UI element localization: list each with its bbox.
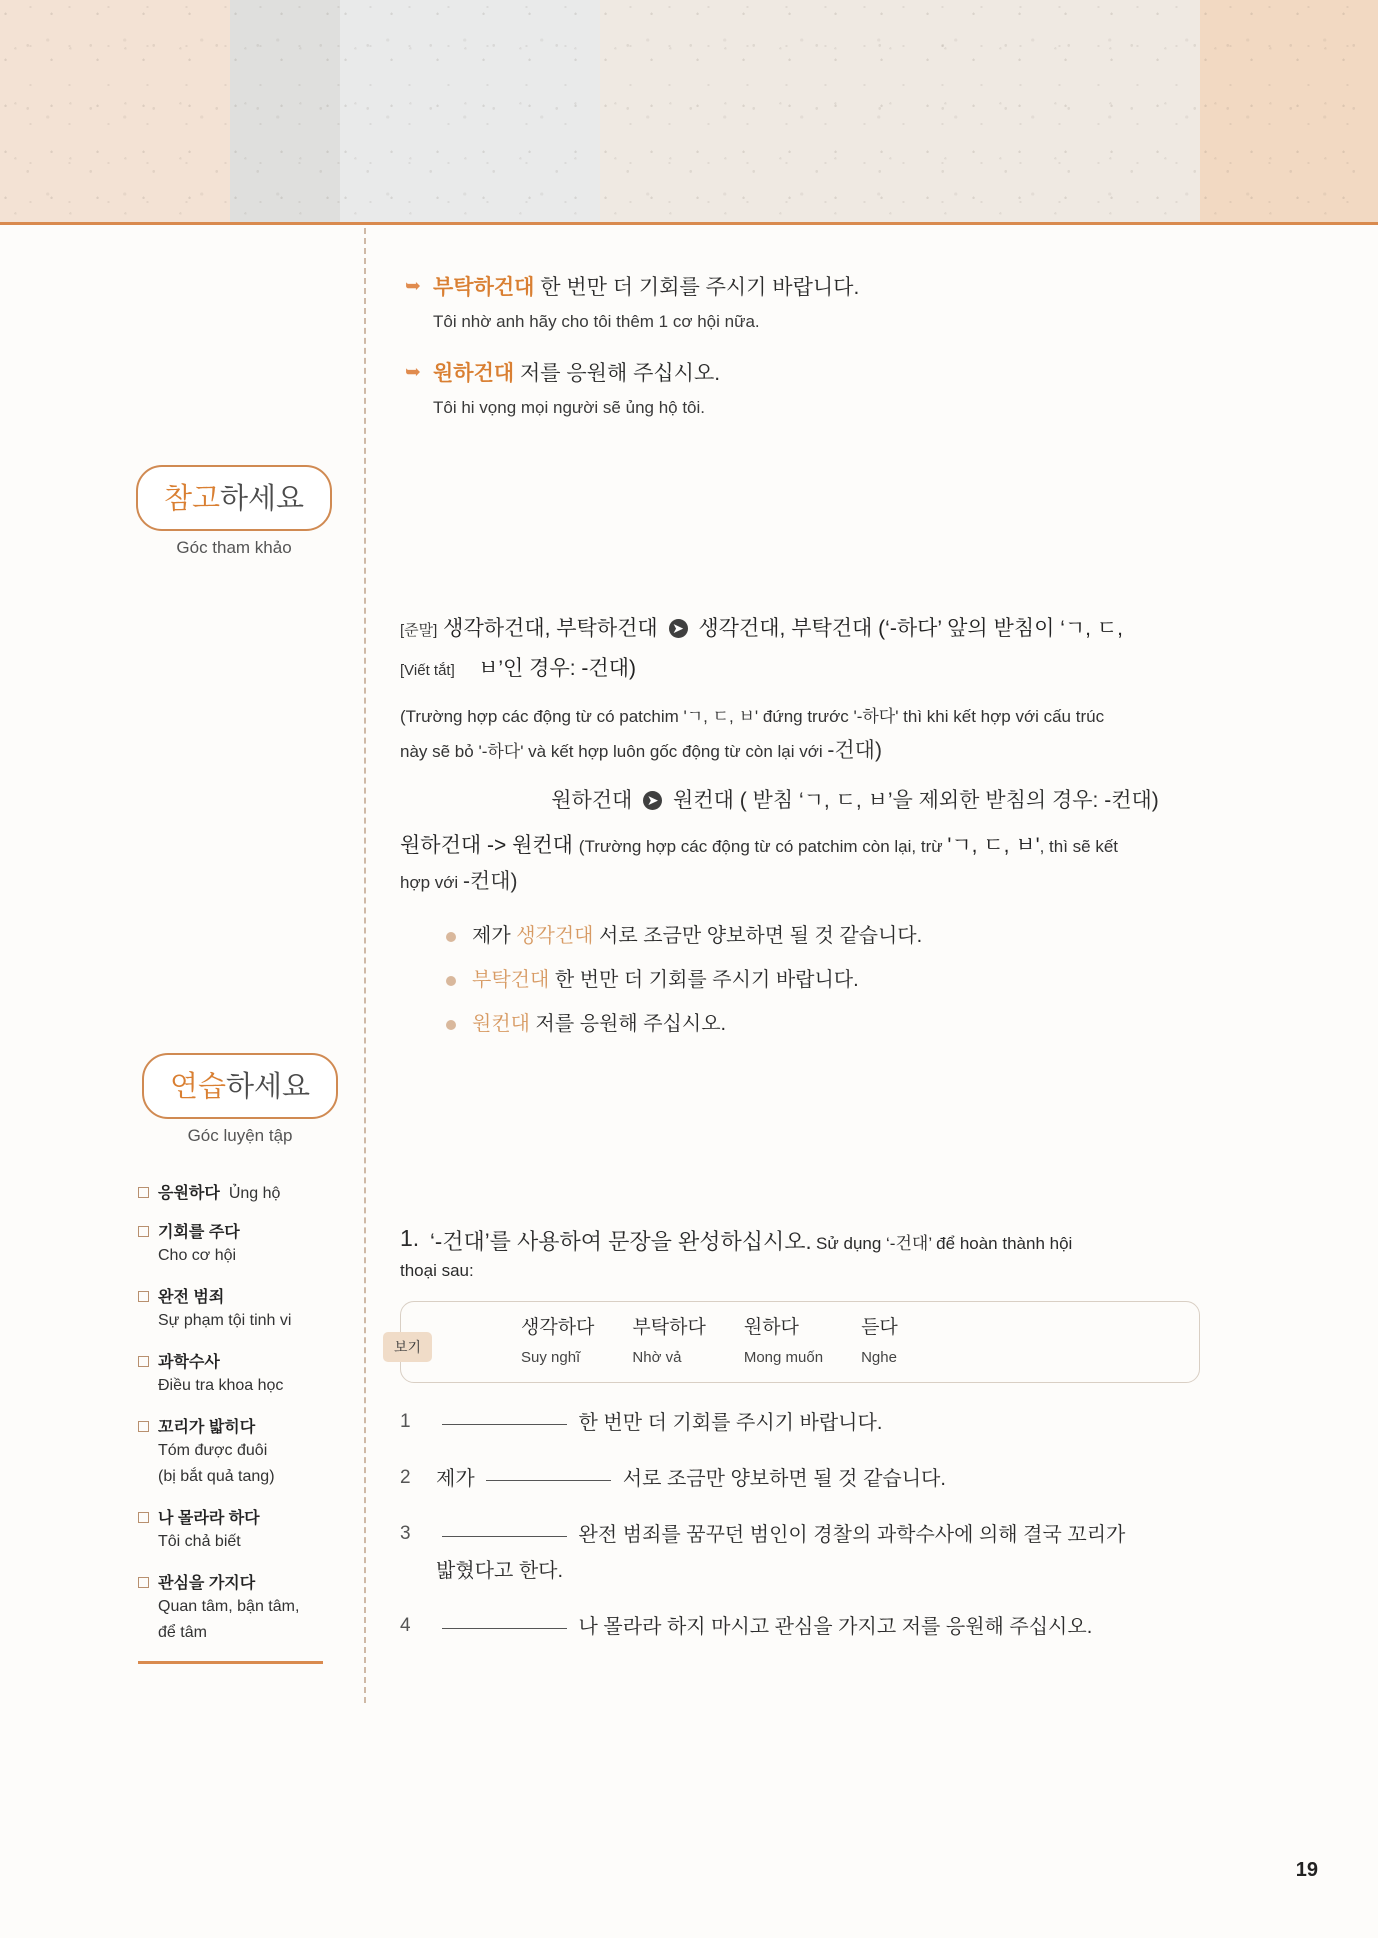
word-bank-columns — [401, 1302, 1199, 1366]
band-segment-5 — [1200, 0, 1378, 222]
exercise-item — [400, 1609, 1310, 1645]
bullet-post: 한 번만 더 기회를 주시기 바랍니다. — [549, 969, 859, 991]
exercise-item — [400, 1517, 1310, 1589]
bullet-text — [472, 964, 859, 996]
example-vietnamese: Tôi nhờ anh hãy cho tôi thêm 1 cơ hội nữa. — [433, 312, 760, 331]
vocab-head — [138, 1414, 348, 1437]
exercise-question-continuation: thoại sau: — [400, 1261, 474, 1280]
bullet-dot-icon — [446, 1020, 456, 1030]
badge-bold-text: 참고 — [164, 483, 221, 515]
vocab-head — [138, 1284, 348, 1307]
bullet-text — [472, 1008, 726, 1040]
reference-rule-line-3 — [400, 827, 1310, 865]
vocab-vietnamese: Tôi chả biết — [158, 1533, 241, 1550]
bullet-text — [472, 920, 922, 952]
item-number: 2 — [400, 1467, 411, 1488]
example-korean — [433, 358, 720, 390]
list-item — [138, 1505, 348, 1554]
word-bank-box — [394, 1301, 1200, 1383]
rule-text-b: 생각건대, 부탁건대 (‘-하다’ 앞의 받침이 ‘ㄱ, ㄷ, — [698, 617, 1123, 640]
bullet-keyword: 부탁건대 — [472, 969, 550, 991]
item-text — [436, 1461, 946, 1497]
example-vietnamese: Tôi hi vọng mọi người sẽ ủng hộ tôi. — [433, 398, 706, 417]
vocab-vietnamese: Ủng hộ — [228, 1185, 281, 1202]
badge-bold-text: 연습 — [170, 1071, 227, 1103]
vertical-dashed-divider — [364, 228, 366, 1703]
example-korean — [433, 272, 859, 304]
bullet-keyword: 생각건대 — [516, 925, 594, 947]
exercise-item — [400, 1461, 1310, 1497]
top-examples — [405, 272, 1305, 444]
list-item — [138, 1219, 348, 1268]
exercise-question-korean: ‘-건대’를 사용하여 문장을 완성하십시오. — [430, 1229, 812, 1254]
word-bank-item — [632, 1312, 705, 1366]
list-item — [446, 964, 1310, 996]
exercise-items — [400, 1405, 1310, 1645]
example-row — [405, 358, 1305, 390]
vocab-head — [138, 1349, 348, 1372]
example-korean-rest: 한 번만 더 기회를 주시기 바랍니다. — [534, 276, 860, 299]
word-bank-item — [744, 1312, 823, 1366]
arrow-circle-icon: ➤ — [669, 619, 688, 638]
vocab-korean: 과학수사 — [158, 1354, 220, 1371]
reference-vi-line-2b: -건대) — [827, 739, 882, 762]
rule2-vi-d: hợp với — [400, 873, 463, 892]
badge-rest-text: 하세요 — [220, 483, 305, 515]
badge-rest-text: 하세요 — [226, 1071, 311, 1103]
example-keyword: 부탁하건대 — [433, 276, 535, 299]
page-number: 19 — [1295, 1859, 1318, 1881]
reference-vi-line-2a: này sẽ bỏ '-하다' và kết hợp luôn gốc động từ còn lại với — [400, 742, 828, 761]
rule2-vi-b: 'ㄱ, ㄷ, ㅂ' — [947, 834, 1040, 857]
rule2-vi-e: -컨대) — [462, 870, 518, 893]
vocab-korean: 관심을 가지다 — [158, 1575, 256, 1592]
bullet-pre: 제가 — [472, 925, 517, 947]
badge-pill — [136, 465, 332, 531]
word-bank-korean: 생각하다 — [521, 1317, 595, 1338]
rule2-vi-c: , thì sẽ kết — [1039, 837, 1119, 856]
vocab-vietnamese: Tóm được đuôi — [158, 1442, 268, 1459]
rule-tag-vietnamese: [Viết tắt] — [400, 662, 455, 679]
exercise-question — [400, 1225, 1310, 1259]
exercise-question-body — [430, 1225, 1072, 1259]
example-row — [405, 272, 1305, 304]
badge-subtitle: Góc luyện tập — [187, 1126, 293, 1145]
item-text — [436, 1405, 882, 1441]
checkbox-icon[interactable] — [138, 1226, 149, 1237]
item-number: 3 — [400, 1523, 411, 1544]
reference-rule-line-1 — [400, 610, 1310, 650]
word-bank-item — [861, 1312, 898, 1366]
answer-blank[interactable] — [442, 1628, 567, 1629]
checkbox-icon[interactable] — [138, 1356, 149, 1367]
word-bank-korean: 원하다 — [743, 1317, 799, 1338]
vocab-vietnamese: Điều tra khoa học — [158, 1377, 284, 1394]
word-bank-korean: 듣다 — [861, 1317, 898, 1338]
vocab-vietnamese-2: (bị bắt quả tang) — [158, 1468, 275, 1485]
checkbox-icon[interactable] — [138, 1577, 149, 1588]
practice-section-badge — [142, 1053, 338, 1146]
answer-blank[interactable] — [442, 1424, 567, 1425]
band-segment-3 — [340, 0, 600, 222]
reference-center-rule — [400, 781, 1310, 821]
item-text — [436, 1609, 1092, 1645]
checkbox-icon[interactable] — [138, 1512, 149, 1523]
exercise-question-vietnamese: Sử dụng ‘-건대’ để hoàn thành hội — [816, 1234, 1073, 1253]
word-bank-vietnamese: Mong muốn — [743, 1349, 824, 1366]
checkbox-icon[interactable] — [138, 1187, 149, 1198]
badge-subtitle: Góc tham khảo — [176, 538, 292, 557]
word-bank-vietnamese: Nghe — [861, 1349, 897, 1366]
list-item — [138, 1284, 348, 1333]
answer-blank[interactable] — [442, 1536, 567, 1537]
reference-vi-line-2 — [400, 734, 1310, 769]
bullet-dot-icon — [446, 932, 456, 942]
rule2-vi-a: (Trường hợp các động từ có patchim còn lại, trừ — [578, 837, 948, 856]
vocab-korean: 완전 범죄 — [158, 1289, 225, 1306]
exercise-number: 1. — [400, 1225, 420, 1251]
item-post: 서로 조금만 양보하면 될 것 같습니다. — [617, 1468, 946, 1490]
reference-bullet-list — [446, 920, 1310, 1040]
vocab-vietnamese-2: để tâm — [158, 1624, 207, 1641]
header-rule — [0, 222, 1378, 225]
reference-content — [400, 610, 1310, 1052]
rule2-korean: 원하건대 -> 원컨대 — [400, 834, 573, 857]
band-segment-1 — [0, 0, 230, 222]
bullet-post: 서로 조금만 양보하면 될 것 같습니다. — [593, 925, 923, 947]
reference-rule-line-2 — [400, 650, 1310, 690]
arrow-circle-icon: ➤ — [643, 791, 662, 810]
list-item — [138, 1180, 348, 1203]
vocab-korean: 응원하다 — [158, 1185, 220, 1202]
bullet-keyword: 원컨대 — [472, 1013, 530, 1035]
example-keyword: 원하건대 — [433, 362, 515, 385]
band-segment-4 — [600, 0, 1200, 222]
center-rule-b: 원컨대 ( 받침 ‘ㄱ, ㄷ, ㅂ’을 제외한 받침의 경우: -컨대) — [673, 789, 1159, 812]
exercise-item — [400, 1405, 1310, 1441]
vocab-head — [138, 1219, 348, 1242]
list-item — [446, 1008, 1310, 1040]
list-item — [138, 1414, 348, 1489]
reference-vi-line-1: (Trường hợp các động từ có patchim 'ㄱ, ㄷ, ㅂ' đứng trước '-하다' thì khi kết hợp với cấu trúc — [400, 707, 1105, 726]
item-post: 한 번만 더 기회를 주시기 바랍니다. — [573, 1412, 883, 1434]
page-header-band — [0, 0, 1378, 222]
center-rule-a: 원하건대 — [551, 789, 633, 812]
item-continuation: 밟혔다고 한다. — [436, 1560, 564, 1582]
band-segment-2 — [230, 0, 340, 222]
word-bank-vietnamese: Nhờ vả — [632, 1349, 682, 1366]
reference-section-badge — [136, 465, 332, 558]
vocab-head — [138, 1180, 348, 1203]
vocab-head — [138, 1505, 348, 1528]
reference-rule-line-4 — [400, 865, 1310, 900]
checkbox-icon[interactable] — [138, 1291, 149, 1302]
vocab-vietnamese: Cho cơ hội — [158, 1247, 237, 1264]
list-item — [138, 1570, 348, 1645]
vocab-head — [138, 1570, 348, 1593]
vocab-vietnamese: Sự phạm tội tinh vi — [158, 1312, 292, 1329]
rule-text-c: ㅂ’인 경우: -건대) — [478, 657, 636, 680]
item-pre: 제가 — [436, 1468, 481, 1490]
vocabulary-rule — [138, 1661, 323, 1664]
rule-tag-korean: [준말] — [400, 622, 438, 639]
arrow-icon: ➥ — [405, 362, 421, 383]
bullet-post: 저를 응원해 주십시오. — [529, 1013, 727, 1035]
word-bank-item — [521, 1312, 594, 1366]
checkbox-icon[interactable] — [138, 1421, 149, 1432]
exercise-section — [394, 1225, 1310, 1665]
badge-pill — [142, 1053, 338, 1119]
word-bank-vietnamese: Suy nghĩ — [521, 1349, 581, 1366]
bullet-dot-icon — [446, 976, 456, 986]
item-number: 1 — [400, 1411, 411, 1432]
vocabulary-sidebar — [138, 1180, 348, 1664]
answer-blank[interactable] — [486, 1480, 611, 1481]
vocab-korean: 꼬리가 밟히다 — [158, 1419, 256, 1436]
item-post: 나 몰라라 하지 마시고 관심을 가지고 저를 응원해 주십시오. — [573, 1616, 1093, 1638]
example-korean-rest: 저를 응원해 주십시오. — [514, 362, 721, 385]
list-item — [138, 1349, 348, 1398]
item-text — [436, 1517, 1125, 1589]
item-number: 4 — [400, 1615, 411, 1636]
word-bank-label: 보기 — [383, 1332, 432, 1362]
word-bank-korean: 부탁하다 — [632, 1317, 706, 1338]
vocab-vietnamese: Quan tâm, bận tâm, — [158, 1598, 300, 1615]
item-post: 완전 범죄를 꿈꾸던 범인이 경찰의 과학수사에 의해 결국 꼬리가 — [573, 1524, 1126, 1546]
rule-text-a: 생각하건대, 부탁하건대 — [443, 617, 658, 640]
arrow-icon: ➥ — [405, 276, 421, 297]
vocab-korean: 기회를 주다 — [158, 1224, 240, 1241]
vocab-korean: 나 몰라라 하다 — [158, 1510, 260, 1527]
list-item — [446, 920, 1310, 952]
